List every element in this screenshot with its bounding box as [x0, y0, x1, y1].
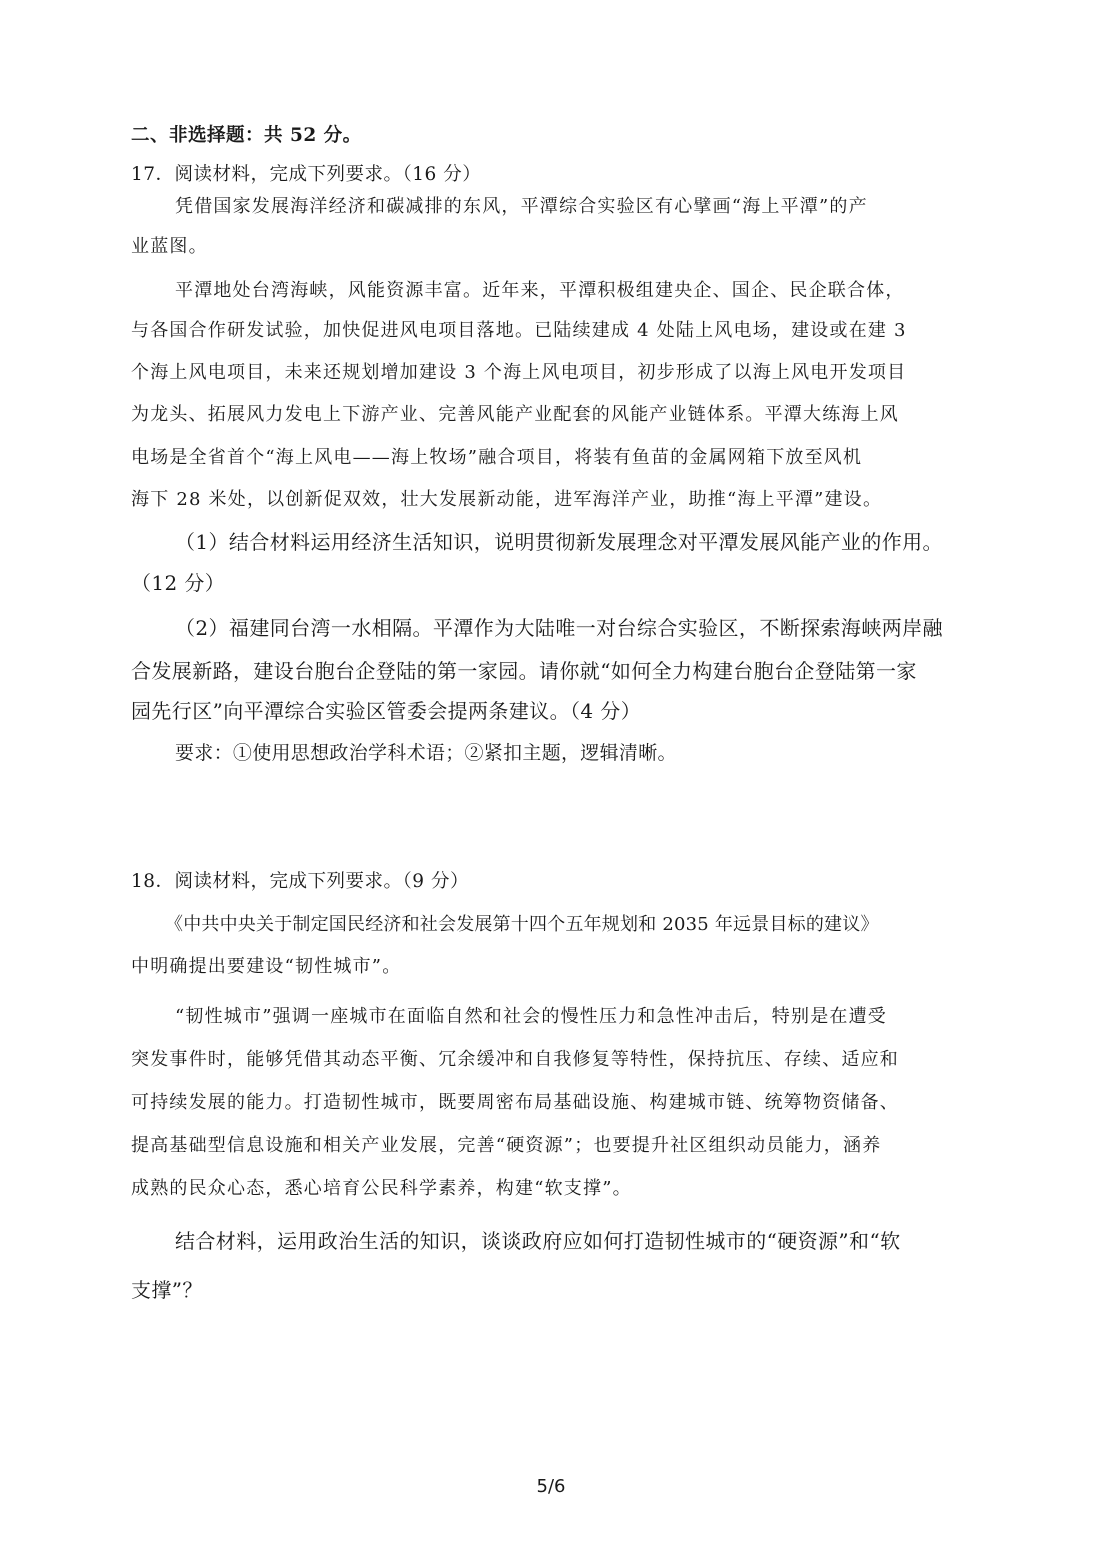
q17-material-line: 凭借国家发展海洋经济和碳减排的东风，平潭综合实验区有心擘画“海上平潭”的产 — [175, 196, 868, 217]
q17-subquestion-1-score: （12 分） — [131, 571, 226, 595]
q18-material-line: 《中共中央关于制定国民经济和社会发展第十四个五年规划和 2035 年远景目标的建议》 — [165, 914, 879, 935]
q18-material-line: 提高基础型信息设施和相关产业发展，完善“硬资源”；也要提升社区组织动员能力，涵养 — [131, 1135, 882, 1156]
q18-header: 18．阅读材料，完成下列要求。（9 分） — [131, 871, 469, 892]
q18-material-line: 突发事件时，能够凭借其动态平衡、冗余缓冲和自我修复等特性，保持抗压、存续、适应和 — [131, 1049, 899, 1070]
q17-header: 17．阅读材料，完成下列要求。（16 分） — [131, 164, 482, 185]
q17-subquestion-1: （1）结合材料运用经济生活知识，说明贯彻新发展理念对平潭发展风能产业的作用。 — [175, 530, 943, 554]
q17-requirement: 要求：①使用思想政治学科术语；②紧扣主题，逻辑清晰。 — [175, 742, 677, 764]
q17-material-line: 海下 28 米处，以创新促双效，壮大发展新动能，进军海洋产业，助推“海上平潭”建设。 — [131, 489, 883, 510]
q17-material-line: 为龙头、拓展风力发电上下游产业、完善风能产业配套的风能产业链体系。平潭大练海上风 — [131, 404, 899, 425]
q17-material-line: 与各国合作研发试验，加快促进风电项目落地。已陆续建成 4 处陆上风电场，建设或在建 3 — [131, 320, 907, 341]
q17-subquestion-2: （2）福建同台湾一水相隔。平潭作为大陆唯一对台综合实验区，不断探索海峡两岸融 — [175, 616, 943, 640]
section-title: 二、非选择题：共 52 分。 — [131, 125, 362, 146]
q17-subquestion-2: 合发展新路，建设台胞台企登陆的第一家园。请你就“如何全力构建台胞台企登陆第一家 — [131, 659, 917, 683]
q17-material-line: 平潭地处台湾海峡，风能资源丰富。近年来，平潭积极组建央企、国企、民企联合体， — [175, 280, 905, 301]
q17-material-line: 个海上风电项目，未来还规划增加建设 3 个海上风电项目，初步形成了以海上风电开发项目 — [131, 362, 907, 383]
q18-material-line: 成熟的民众心态，悉心培育公民科学素养，构建“软支撑”。 — [131, 1178, 632, 1199]
q18-question: 支撑”？ — [131, 1278, 203, 1302]
q17-material-line: 业蓝图。 — [131, 236, 208, 257]
q17-subquestion-2: 园先行区”向平潭综合实验区管委会提两条建议。（4 分） — [131, 699, 642, 723]
q17-material-line: 电场是全省首个“海上风电——海上牧场”融合项目，将装有鱼苗的金属网箱下放至风机 — [131, 447, 863, 468]
page-number: 5/6 — [536, 1476, 566, 1497]
q18-material-line: 中明确提出要建设“韧性城市”。 — [131, 956, 402, 977]
q18-question: 结合材料，运用政治生活的知识，谈谈政府应如何打造韧性城市的“硬资源”和“软 — [175, 1229, 901, 1253]
q18-material-line: “韧性城市”强调一座城市在面临自然和社会的慢性压力和急性冲击后，特别是在遭受 — [175, 1006, 888, 1027]
q18-material-line: 可持续发展的能力。打造韧性城市，既要周密布局基础设施、构建城市链、统筹物资储备、 — [131, 1092, 899, 1113]
